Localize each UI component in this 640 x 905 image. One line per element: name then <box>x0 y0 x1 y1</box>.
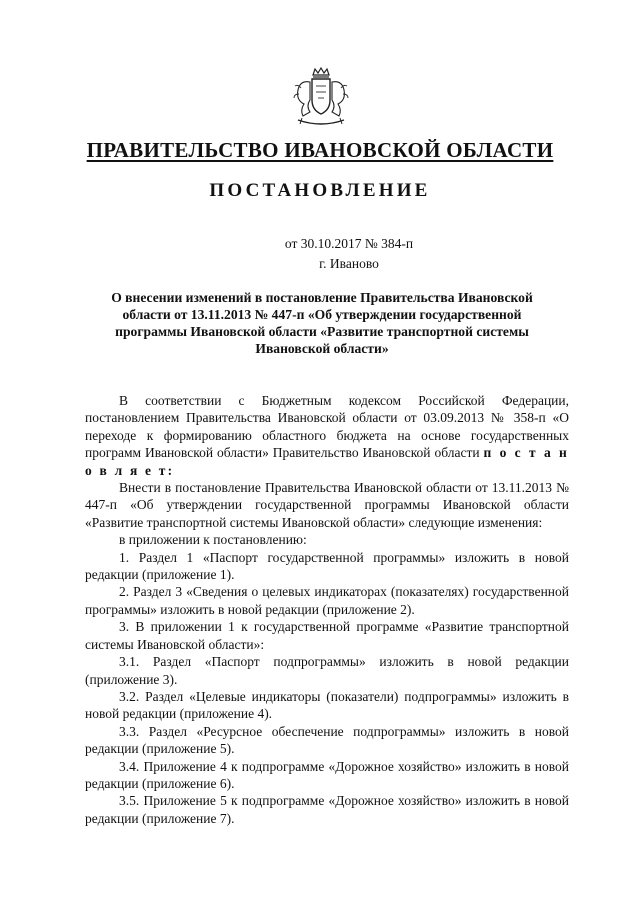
body-paragraph: 3.4. Приложение 4 к подпрограмме «Дорожное хозяйство» изложить в новой редакции (приложение 6). <box>85 758 569 791</box>
body-paragraph: 3.1. Раздел «Паспорт подпрограммы» изложить в новой редакции (приложение 3). <box>85 654 569 687</box>
document-title: О внесении изменений в постановление Правительства Ивановской области от 13.11.2013 № 447-п «Об утверждении государственной программы Ивановской области «Развитие транспортной системы Ивановской области» <box>111 290 533 356</box>
preamble-text: В соответствии с Бюджетным кодексом Российской Федерации, постановлением Правительства Ивановской области от 03.09.2013 № 358-п «О переходе к формированию областного бюджета на основе государственных программ Ивановской области» Правительство Ивановской области <box>85 393 569 461</box>
document-body <box>85 392 569 827</box>
body-paragraph: Внести в постановление Правительства Ивановской области от 13.11.2013 № 447-п «Об утверждении государственной программы Ивановской области «Развитие транспортной системы Ивановской области» следующие изменения: <box>85 480 569 530</box>
government-name-text: ПРАВИТЕЛЬСТВО ИВАНОВСКОЙ ОБЛАСТИ <box>86 138 554 162</box>
document-type: ПОСТАНОВЛЕНИЕ <box>209 180 431 201</box>
decree-word: п о с т а н о в л я е т: <box>85 445 569 478</box>
body-paragraph: 3.2. Раздел «Целевые индикаторы (показатели) подпрограммы» изложить в новой редакции (приложение 4). <box>85 688 569 722</box>
body-paragraph: 2. Раздел 3 «Сведения о целевых индикаторах (показателях) государственной программы» изложить в новой редакции (приложение 2). <box>85 584 569 617</box>
body-paragraph: 3.5. Приложение 5 к подпрограмме «Дорожное хозяйство» изложить в новой редакции (приложение 7). <box>85 793 569 826</box>
body-paragraph: 1. Раздел 1 «Паспорт государственной программы» изложить в новой редакции (приложение 1). <box>85 549 569 583</box>
ivanovo-coat-of-arms-icon <box>286 66 356 130</box>
body-paragraph: 3. В приложении 1 к государственной программе «Развитие транспортной системы Ивановской области»: <box>85 619 569 652</box>
body-paragraph: в приложении к постановлению: <box>119 532 307 548</box>
body-paragraph: 3.3. Раздел «Ресурсное обеспечение подпрограммы» изложить в новой редакции (приложение 5). <box>85 723 569 757</box>
document-date-number: от 30.10.2017 № 384-п <box>284 236 414 251</box>
document-city: г. Иваново <box>319 256 379 271</box>
government-name <box>0 138 640 163</box>
preamble-paragraph <box>85 392 569 479</box>
